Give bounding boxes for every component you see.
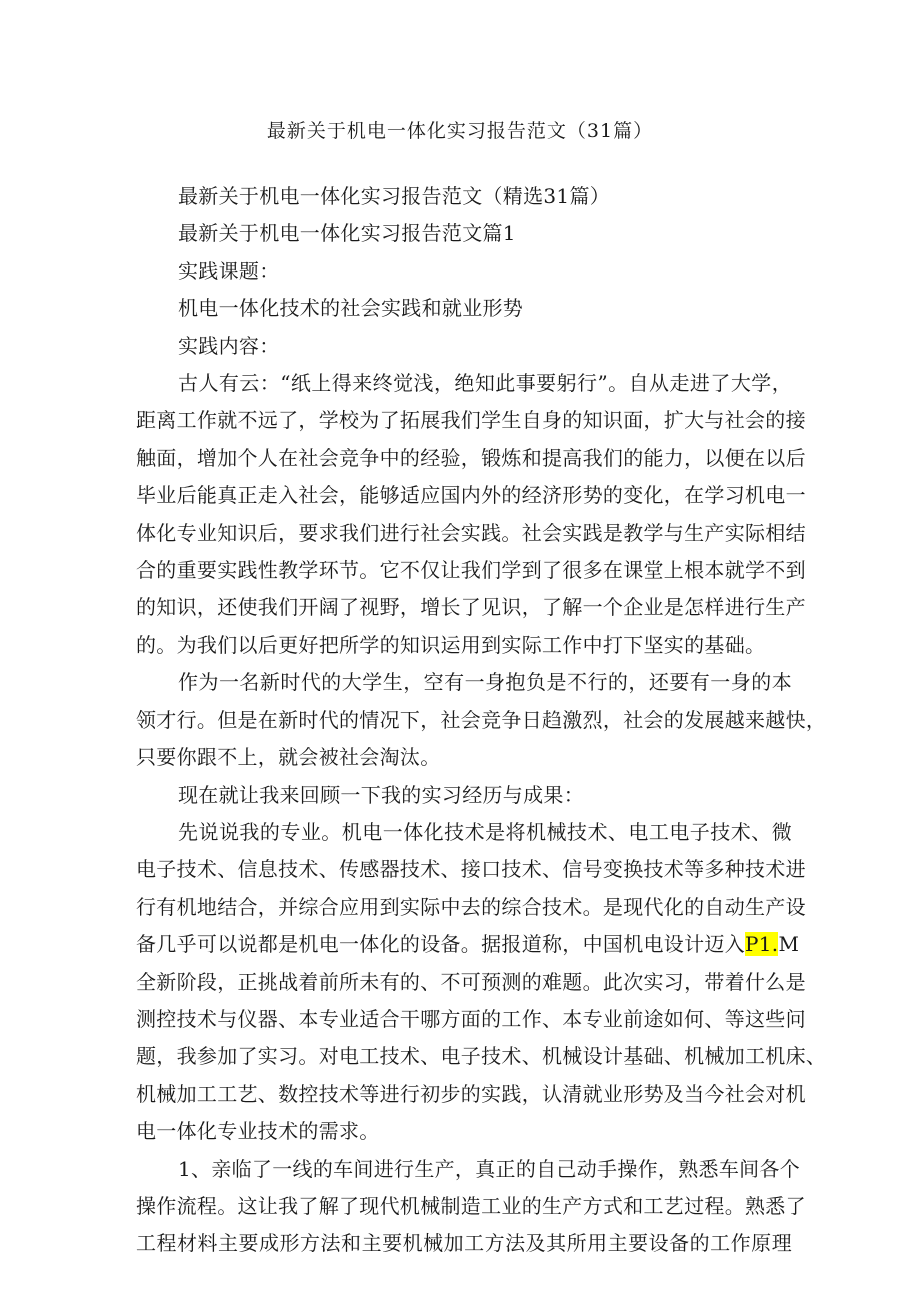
text-line: 机电一体化技术的社会实践和就业形势 — [178, 296, 524, 321]
paragraph-line: 题，我参加了实习。对电工技术、电子技术、机械设计基础、机械加工机床、 — [136, 1044, 827, 1069]
text-line: 实践课题： — [178, 258, 280, 283]
section-heading: 最新关于机电一体化实习报告范文篇1 — [178, 221, 516, 246]
text-span: 备几乎可以说都是机电一体化的设备。据报道称，中国机电设计迈入 — [136, 932, 745, 957]
paragraph-line: 先说说我的专业。机电一体化技术是将机械技术、电工电子技术、微 — [178, 819, 792, 844]
paragraph-line: 1、亲临了一线的车间进行生产，真正的自己动手操作，熟悉车间各个 — [178, 1156, 801, 1181]
paragraph-line: 操作流程。这让我了解了现代机械制造工业的生产方式和工艺过程。熟悉了 — [136, 1193, 806, 1218]
paragraph-line: 毕业后能真正走入社会，能够适应国内外的经济形势的变化，在学习机电一 — [136, 483, 806, 508]
paragraph-line: 行有机地结合，并综合应用到实际中去的综合技术。是现代化的自动生产设 — [136, 894, 806, 919]
paragraph-line: 电子技术、信息技术、传感器技术、接口技术、信号变换技术等多种技术进 — [136, 857, 806, 882]
text-line: 实践内容： — [178, 333, 280, 358]
highlighted-line — [136, 926, 800, 963]
paragraph-line: 领才行。但是在新时代的情况下，社会竞争日趋激烈，社会的发展越来越快， — [136, 707, 827, 732]
paragraph-line: 机械加工工艺、数控技术等进行初步的实践，认清就业形势及当今社会对机 — [136, 1081, 806, 1106]
document-title: 最新关于机电一体化实习报告范文（31篇） — [266, 120, 654, 142]
paragraph-line: 只要你跟不上，就会被社会淘汰。 — [136, 745, 441, 770]
highlighted-text: P1. — [745, 932, 779, 957]
paragraph-line: 体化专业知识后，要求我们进行社会实践。社会实践是教学与生产实际相结 — [136, 520, 806, 545]
paragraph-line: 电一体化专业技术的需求。 — [136, 1119, 380, 1144]
paragraph-line: 距离工作就不远了，学校为了拓展我们学生自身的知识面，扩大与社会的接 — [136, 408, 806, 433]
document-body — [136, 178, 827, 1263]
paragraph-line: 的知识，还使我们开阔了视野，增长了见识，了解一个企业是怎样进行生产 — [136, 595, 806, 620]
paragraph-line: 的。为我们以后更好把所学的知识运用到实际工作中打下坚实的基础。 — [136, 632, 766, 657]
paragraph-line: 全新阶段，正挑战着前所未有的、不可预测的难题。此次实习，带着什么是 — [136, 969, 806, 994]
text-span: M — [778, 932, 800, 957]
subtitle-line: 最新关于机电一体化实习报告范文（精选31篇） — [178, 184, 611, 208]
paragraph-line: 合的重要实践性教学环节。它不仅让我们学到了很多在课堂上根本就学不到 — [136, 558, 806, 583]
paragraph-line: 工程材料主要成形方法和主要机械加工方法及其所用主要设备的工作原理 — [136, 1231, 792, 1256]
paragraph-line: 作为一名新时代的大学生，空有一身抱负是不行的，还要有一身的本 — [178, 670, 792, 695]
paragraph-line: 现在就让我来回顾一下我的实习经历与成果： — [178, 782, 584, 807]
paragraph-line: 触面，增加个人在社会竞争中的经验，锻炼和提高我们的能力，以便在以后 — [136, 445, 806, 470]
paragraph-line: 测控技术与仪器、本专业适合干哪方面的工作、本专业前途如何、等这些问 — [136, 1006, 806, 1031]
paragraph-line: 古人有云：“纸上得来终觉浅，绝知此事要躬行”。自从走进了大学， — [178, 371, 792, 396]
